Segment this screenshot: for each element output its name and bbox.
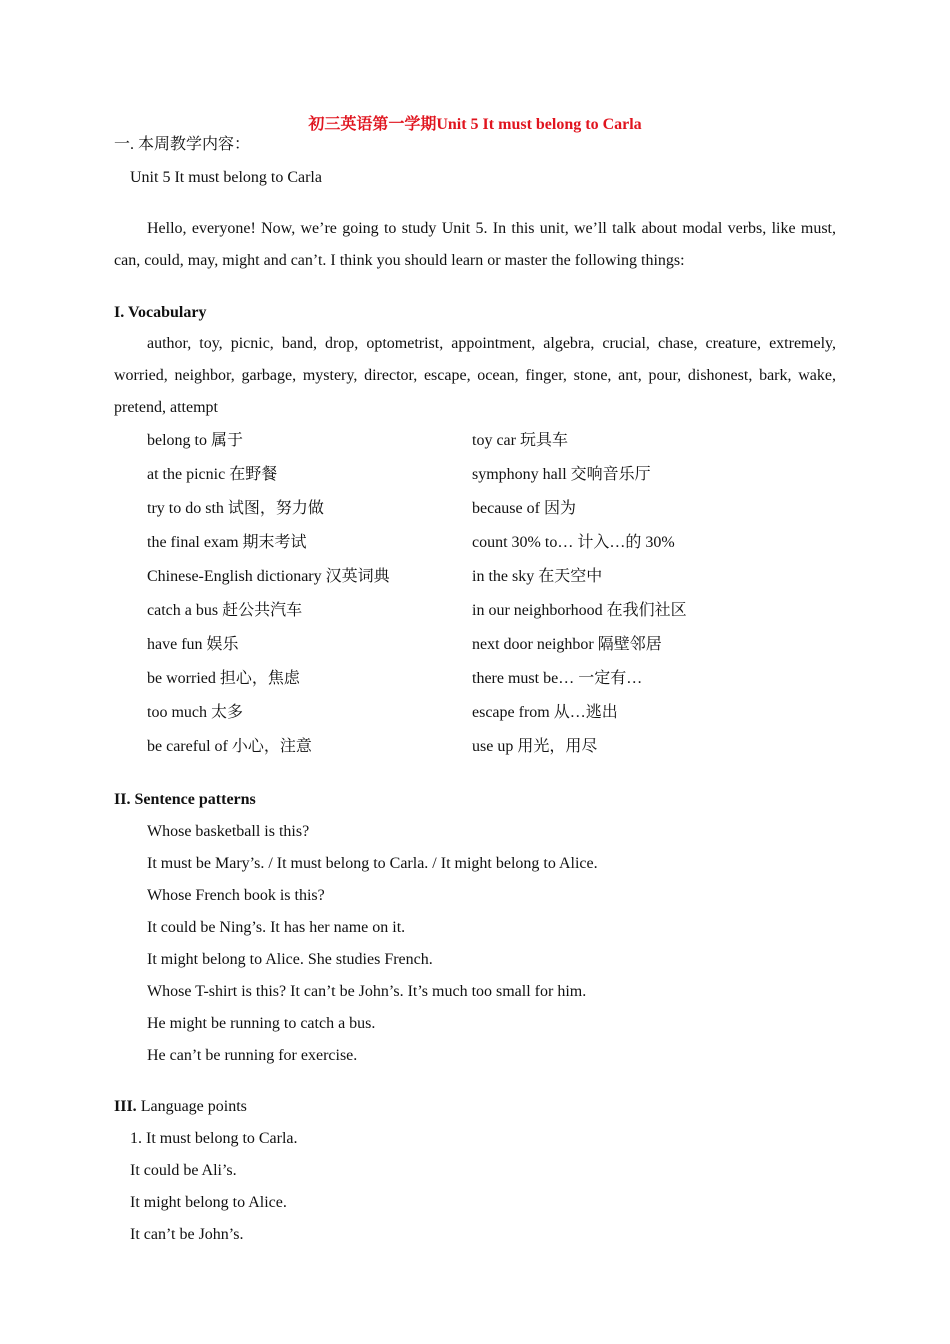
phrase-left: try to do sth 试图，努力做 bbox=[147, 500, 324, 517]
phrase-right: escape from 从…逃出 bbox=[472, 704, 618, 721]
document-title: 初三英语第一学期Unit 5 It must belong to Carla bbox=[308, 116, 642, 133]
phrase-right: count 30% to… 计入…的 30% bbox=[472, 534, 675, 551]
sentence-patterns-heading: II. Sentence patterns bbox=[114, 791, 256, 808]
phrase-left: Chinese-English dictionary 汉英词典 bbox=[147, 568, 390, 585]
phrase-left: catch a bus 赶公共汽车 bbox=[147, 602, 303, 619]
phrase-left: have fun 娱乐 bbox=[147, 636, 239, 653]
phrase-left: belong to 属于 bbox=[147, 432, 243, 449]
intro-paragraph: Hello, everyone! Now, we’re going to study Unit 5. In this unit, we’ll talk about modal verbs, like must, can, could, may, might and can’t. I think you should learn or master the following things: bbox=[114, 220, 836, 269]
language-point-line: 1. It must belong to Carla. bbox=[130, 1130, 298, 1147]
sentence-line: Whose French book is this? bbox=[147, 887, 325, 904]
phrase-left: be careful of 小心，注意 bbox=[147, 738, 312, 755]
unit-line: Unit 5 It must belong to Carla bbox=[130, 169, 322, 186]
phrase-right: toy car 玩具车 bbox=[472, 432, 568, 449]
phrase-left: the final exam 期末考试 bbox=[147, 534, 307, 551]
language-point-line: It might belong to Alice. bbox=[130, 1194, 287, 1211]
sentence-line: He might be running to catch a bus. bbox=[147, 1015, 376, 1032]
phrase-left: too much 太多 bbox=[147, 704, 243, 721]
sentence-line: It must be Mary’s. / It must belong to Carla. / It might belong to Alice. bbox=[147, 855, 598, 872]
week-content-label: 一. 本周教学内容： bbox=[114, 136, 251, 153]
phrase-right: symphony hall 交响音乐厅 bbox=[472, 466, 651, 483]
language-points-heading bbox=[114, 1097, 247, 1117]
phrase-right: in the sky 在天空中 bbox=[472, 568, 603, 585]
sentence-line: It could be Ning’s. It has her name on it. bbox=[147, 919, 406, 936]
sentence-line: Whose basketball is this? bbox=[147, 823, 310, 840]
phrase-right: next door neighbor 隔壁邻居 bbox=[472, 636, 662, 653]
vocabulary-words: author, toy, picnic, band, drop, optometrist, appointment, algebra, crucial, chase, creature, extremely, worried, neighbor, garbage, mystery, director, escape, ocean, finger, stone, ant, pour, dishonest, bark, wake, pretend, attempt bbox=[114, 335, 836, 416]
phrase-left: at the picnic 在野餐 bbox=[147, 466, 278, 483]
vocabulary-heading: I. Vocabulary bbox=[114, 304, 207, 321]
sentence-line: He can’t be running for exercise. bbox=[147, 1047, 358, 1064]
phrase-left: be worried 担心，焦虑 bbox=[147, 670, 300, 687]
phrase-right: use up 用光，用尽 bbox=[472, 738, 598, 755]
language-points-numeral: III. bbox=[114, 1098, 137, 1115]
language-points-label: Language points bbox=[136, 1098, 247, 1115]
sentence-line: Whose T-shirt is this? It can’t be John’s. It’s much too small for him. bbox=[147, 983, 587, 1000]
language-point-line: It could be Ali’s. bbox=[130, 1162, 237, 1179]
phrase-right: because of 因为 bbox=[472, 500, 576, 517]
phrase-right: there must be… 一定有… bbox=[472, 670, 643, 687]
sentence-line: It might belong to Alice. She studies French. bbox=[147, 951, 433, 968]
language-point-line: It can’t be John’s. bbox=[130, 1226, 244, 1243]
phrase-right: in our neighborhood 在我们社区 bbox=[472, 602, 687, 619]
